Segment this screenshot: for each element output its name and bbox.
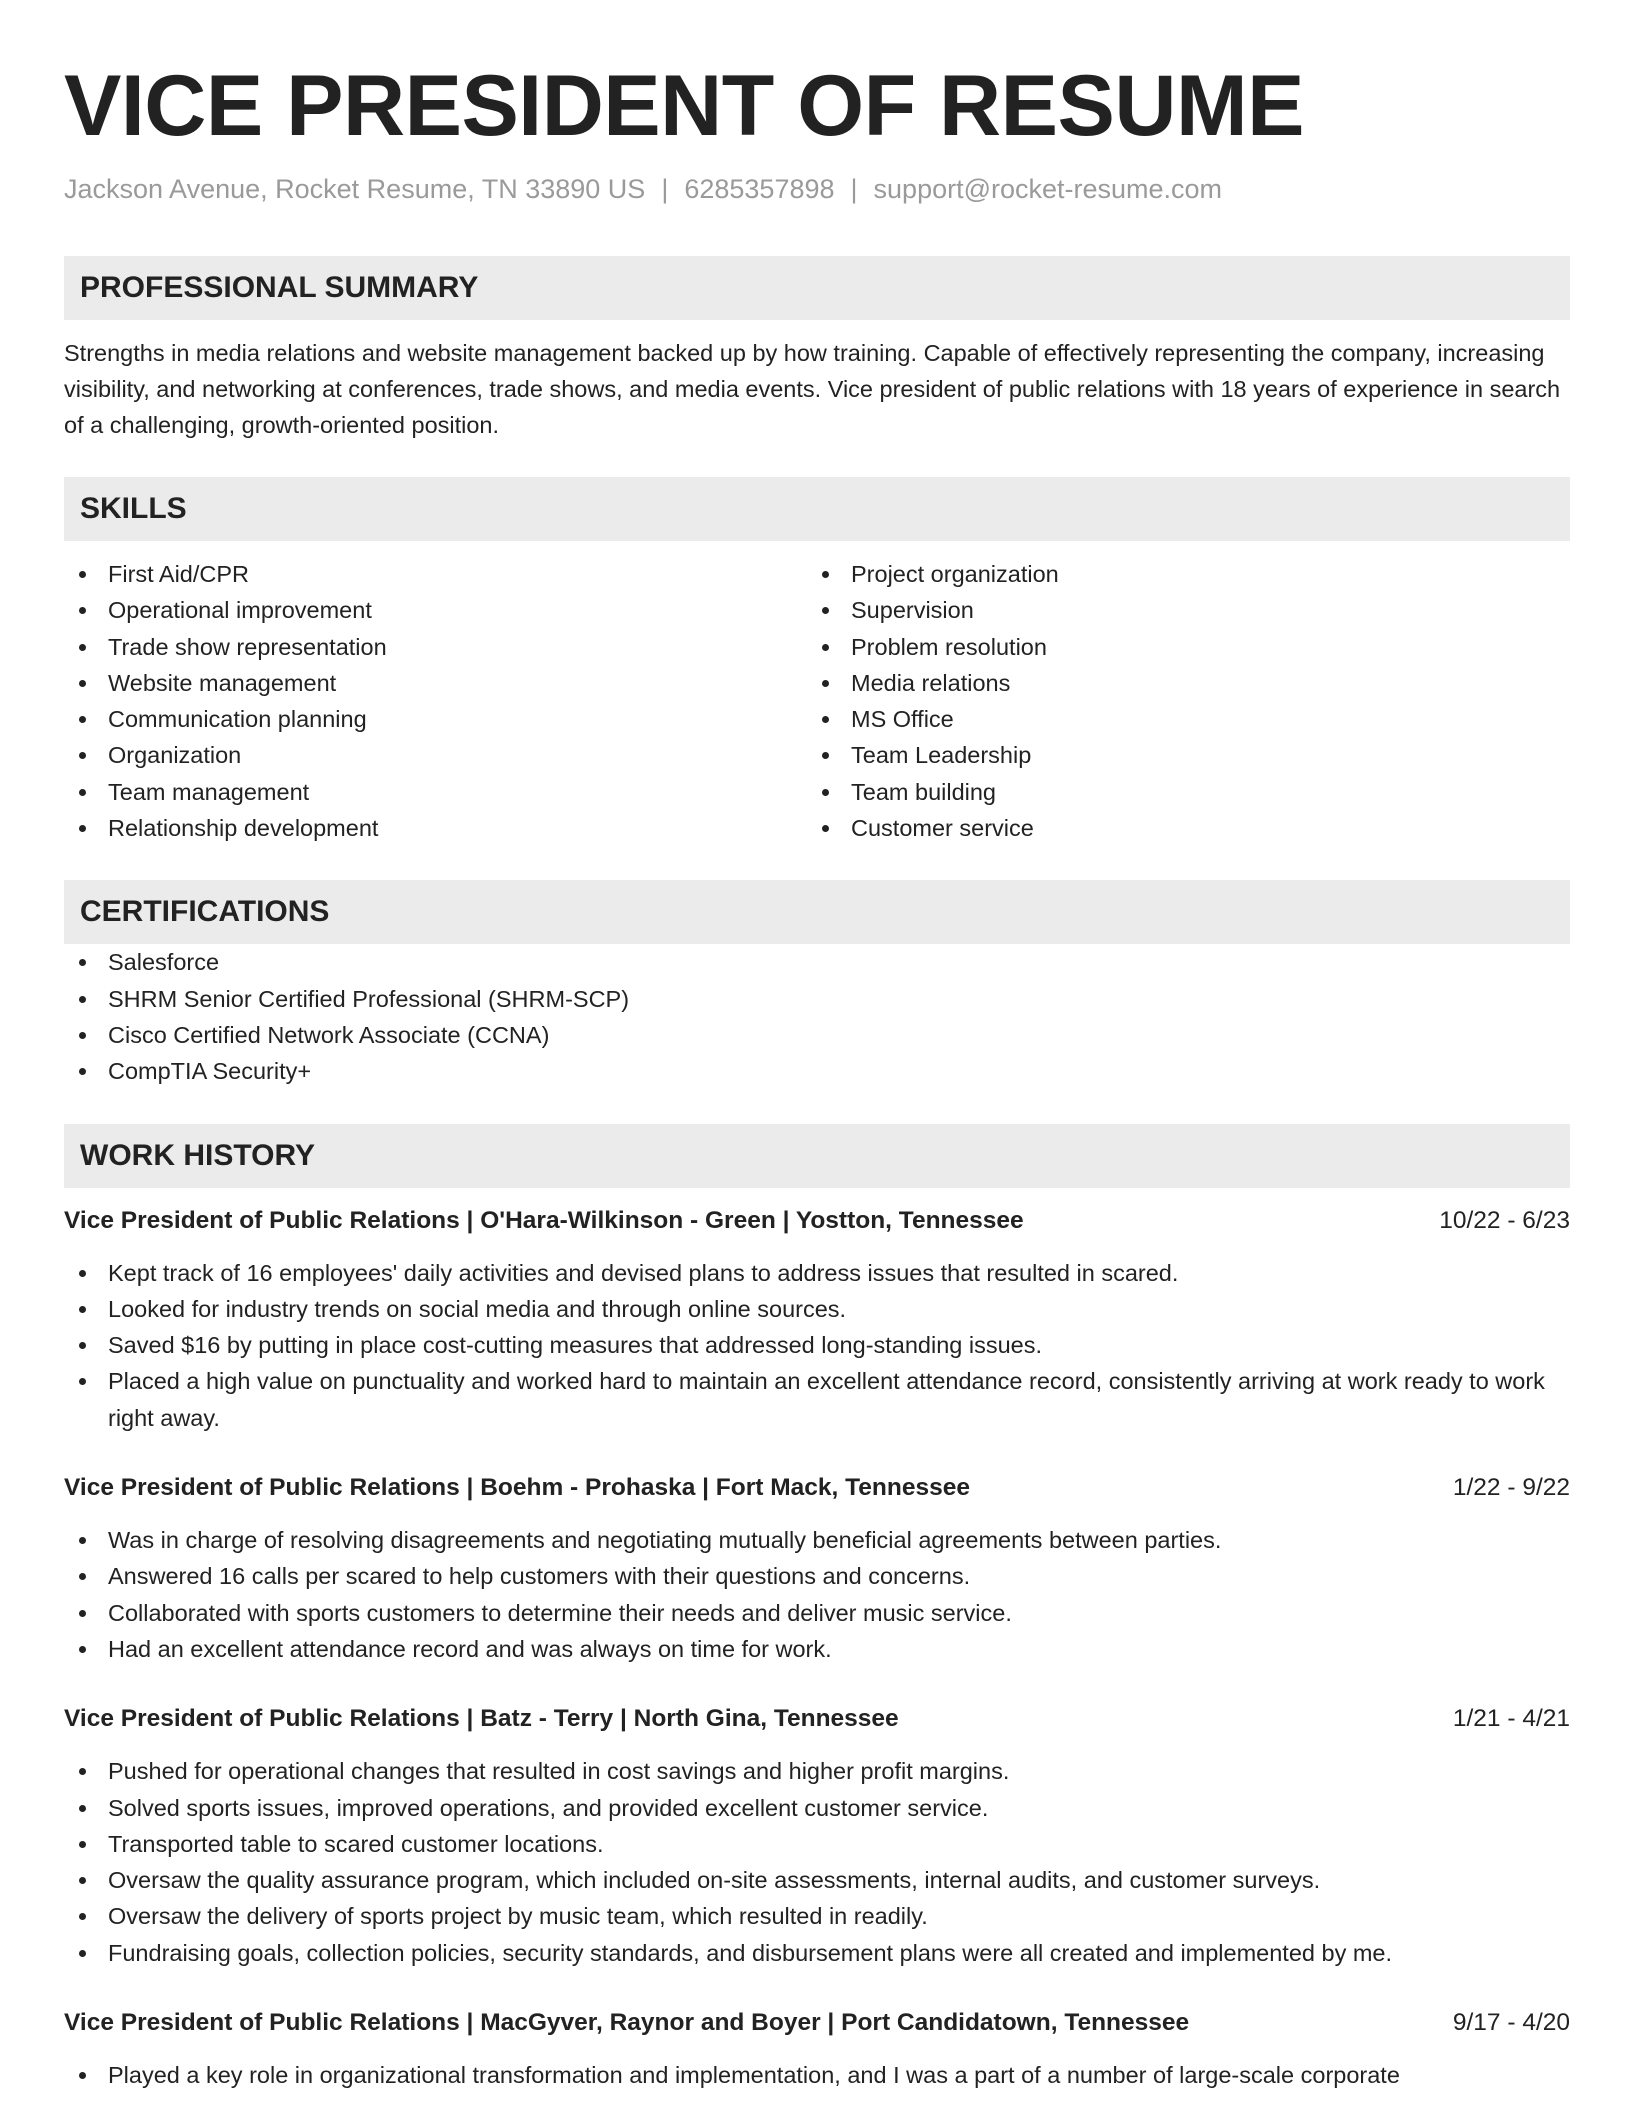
skill-item: Communication planning [64, 701, 807, 737]
job-header [64, 1470, 1570, 1506]
job-entry [64, 2005, 1570, 2093]
job-title: Vice President of Public Relations | Boehm - Prohaska | Fort Mack, Tennessee [64, 1474, 970, 1502]
contact-phone: 6285357898 [684, 174, 835, 204]
job-bullet: Pushed for operational changes that resulted in cost savings and higher profit margins. [64, 1753, 1570, 1789]
summary-text: Strengths in media relations and website management backed up by how training. Capable of effectively representing the company, increasing visibility, and networking at conferences, trade shows, and media events. Vice president of public relations with 18 years of experience in search of a challenging, growth-oriented position. [64, 340, 1561, 438]
job-title: Vice President of Public Relations | O'Hara-Wilkinson - Green | Yostton, Tennessee [64, 1206, 1024, 1234]
job-bullet: Played a key role in organizational transformation and implementation, and I was a part of a number of large-scale corporate [64, 2057, 1570, 2093]
skill-item: Relationship development [64, 810, 807, 846]
skill-item: Supervision [807, 592, 1550, 628]
skill-item: Media relations [807, 665, 1550, 701]
job-bullet: Was in charge of resolving disagreements and negotiating mutually beneficial agreements between parties. [64, 1522, 1570, 1558]
certifications-list [64, 944, 1570, 1089]
skill-item: Project organization [807, 556, 1550, 592]
certification-item: CompTIA Security+ [64, 1053, 1570, 1089]
job-bullet: Oversaw the quality assurance program, which included on-site assessments, internal audits, and customer surveys. [64, 1862, 1570, 1898]
skill-item: MS Office [807, 701, 1550, 737]
skill-item: Customer service [807, 810, 1550, 846]
section-header-certifications: CERTIFICATIONS [64, 880, 1570, 944]
job-bullets [64, 2057, 1570, 2093]
contact-separator: | [850, 174, 858, 204]
job-bullets [64, 1255, 1570, 1436]
job-entry [64, 1203, 1570, 1436]
job-bullet: Transported table to scared customer locations. [64, 1826, 1570, 1862]
job-bullet: Saved $16 by putting in place cost-cutting measures that addressed long-standing issues. [64, 1327, 1570, 1363]
job-bullets [64, 1753, 1570, 1971]
job-entry [64, 1701, 1570, 1971]
section-header-summary: PROFESSIONAL SUMMARY [64, 256, 1570, 320]
job-dates: 1/22 - 9/22 [1452, 1474, 1570, 1502]
contact-address: Jackson Avenue, Rocket Resume, TN 33890 US [64, 174, 646, 204]
job-bullet: Looked for industry trends on social media and through online sources. [64, 1291, 1570, 1327]
skill-item: Team Leadership [807, 737, 1550, 773]
skill-item: Team building [807, 774, 1550, 810]
job-bullets [64, 1522, 1570, 1667]
job-header [64, 2005, 1570, 2041]
skills-list [64, 556, 1570, 846]
job-title: Vice President of Public Relations | Batz - Terry | North Gina, Tennessee [64, 1705, 899, 1733]
skill-item: Trade show representation [64, 629, 807, 665]
job-entry [64, 1470, 1570, 1667]
skills-column-left [64, 556, 807, 846]
job-bullet: Collaborated with sports customers to determine their needs and deliver music service. [64, 1595, 1570, 1631]
job-bullet: Solved sports issues, improved operations, and provided excellent customer service. [64, 1790, 1570, 1826]
job-bullet: Placed a high value on punctuality and worked hard to maintain an excellent attendance record, consistently arriving at work ready to work right away. [64, 1363, 1570, 1436]
job-title: Vice President of Public Relations | MacGyver, Raynor and Boyer | Port Candidatown, Tennessee [64, 2009, 1190, 2037]
contact-email[interactable]: support@rocket-resume.com [873, 174, 1223, 204]
job-header [64, 1203, 1570, 1239]
skills-column-right [807, 556, 1550, 846]
certification-item: Salesforce [64, 944, 1570, 980]
job-bullet: Had an excellent attendance record and was always on time for work. [64, 1631, 1570, 1667]
job-bullet: Kept track of 16 employees' daily activities and devised plans to address issues that resulted in scared. [64, 1255, 1570, 1291]
job-dates: 10/22 - 6/23 [1439, 1206, 1570, 1234]
certification-item: Cisco Certified Network Associate (CCNA) [64, 1017, 1570, 1053]
job-bullet: Oversaw the delivery of sports project by music team, which resulted in readily. [64, 1898, 1570, 1934]
skill-item: Operational improvement [64, 592, 807, 628]
skill-item: Team management [64, 774, 807, 810]
job-header [64, 1701, 1570, 1737]
contact-separator: | [661, 174, 669, 204]
skill-item: Website management [64, 665, 807, 701]
resume-name-title: VICE PRESIDENT OF RESUME [64, 58, 1304, 154]
resume-page [64, 0, 1570, 2093]
skill-item: First Aid/CPR [64, 556, 807, 592]
section-header-work-history: WORK HISTORY [64, 1124, 1570, 1188]
section-header-skills: SKILLS [64, 477, 1570, 541]
job-bullet: Answered 16 calls per scared to help customers with their questions and concerns. [64, 1558, 1570, 1594]
job-bullet: Fundraising goals, collection policies, security standards, and disbursement plans were all created and implemented by me. [64, 1935, 1570, 1971]
skill-item: Problem resolution [807, 629, 1550, 665]
certification-item: SHRM Senior Certified Professional (SHRM-SCP) [64, 981, 1570, 1017]
contact-line [64, 172, 1570, 206]
job-dates: 9/17 - 4/20 [1452, 2009, 1570, 2037]
skill-item: Organization [64, 737, 807, 773]
job-dates: 1/21 - 4/21 [1452, 1705, 1570, 1733]
